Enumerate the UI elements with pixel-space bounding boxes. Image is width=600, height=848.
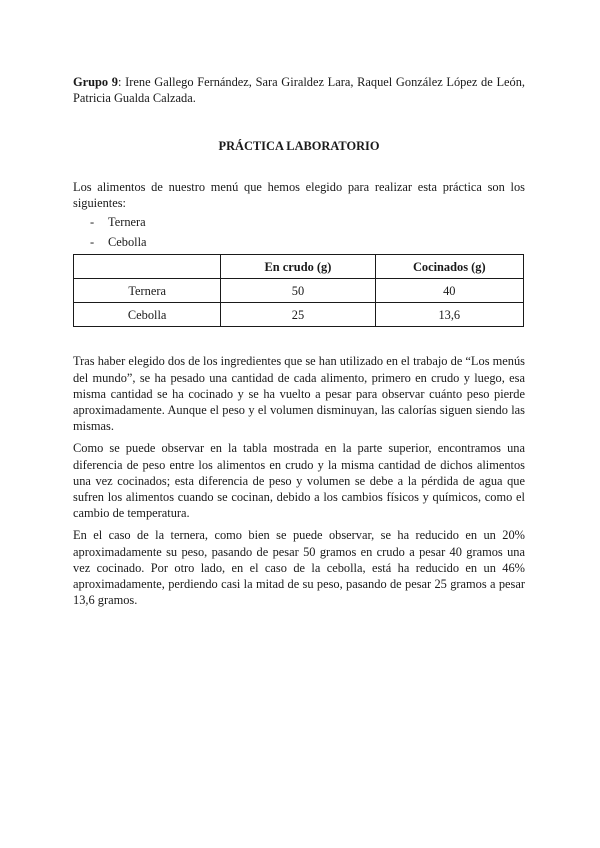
header-cell-empty — [74, 255, 221, 279]
body-paragraph: En el caso de la ternera, como bien se puede observar, se ha reducido en un 20% aproximadamente su peso, pasando de pesar 50 gramos en crudo a pesar 40 gramos una vez cocinado. Por otro lado, en el caso de la cebolla, está ha reducido en un 46% aproximadamente, perdiendo casi la mitad de su peso, pasando de pesar 25 gramos a pesar 13,6 gramos. — [73, 528, 525, 608]
raw-value: 25 — [221, 303, 375, 327]
body-paragraph: Tras haber elegido dos de los ingredientes que se han utilizado en el trabajo de “Los menús del mundo”, se ha pesado una cantidad de cada alimento, primero en crudo y luego, esa misma cantidad se ha cocinado y se ha vuelto a pesar para observar cuánto peso pierde aproximadamente. Aunque el peso y el volumen disminuyan, las calorías siguen siendo las mismas. — [73, 354, 525, 434]
table-row — [74, 279, 524, 303]
weights-table — [73, 254, 524, 327]
table-row — [74, 303, 524, 327]
document-page — [73, 74, 525, 614]
body-paragraph: Como se puede observar en la tabla mostrada en la parte superior, encontramos una diferencia de peso entre los alimentos en crudo y la misma cantidad de dichos alimentos una vez cocinados; esta diferencia de peso y volumen se debe a la pérdida de agua que sufren los alimentos cuando se cocinan, debido a los cambios físicos y químicos, como el cambio de temperatura. — [73, 441, 525, 521]
list-item-label: Ternera — [108, 215, 146, 230]
group-line — [73, 74, 525, 106]
table-header-row — [74, 255, 524, 279]
list-item — [73, 234, 525, 250]
document-title: PRÁCTICA LABORATORIO — [218, 139, 380, 154]
row-label: Ternera — [74, 279, 221, 303]
header-cell-cooked: Cocinados (g) — [375, 255, 523, 279]
row-label: Cebolla — [74, 303, 221, 327]
cooked-value: 13,6 — [375, 303, 523, 327]
dash-bullet: - — [90, 235, 95, 250]
group-members: : Irene Gallego Fernández, Sara Giraldez Lara, Raquel González López de León, Patricia Gualda Calzada. — [73, 75, 525, 106]
cooked-value: 40 — [375, 279, 523, 303]
intro-paragraph: Los alimentos de nuestro menú que hemos elegido para realizar esta práctica son los siguientes: — [73, 179, 525, 210]
ingredient-list — [73, 214, 525, 250]
group-label: Grupo 9 — [73, 75, 119, 89]
header-cell-raw: En crudo (g) — [221, 255, 375, 279]
raw-value: 50 — [221, 279, 375, 303]
dash-bullet: - — [90, 215, 95, 230]
list-item — [73, 214, 525, 230]
list-item-label: Cebolla — [108, 235, 147, 250]
